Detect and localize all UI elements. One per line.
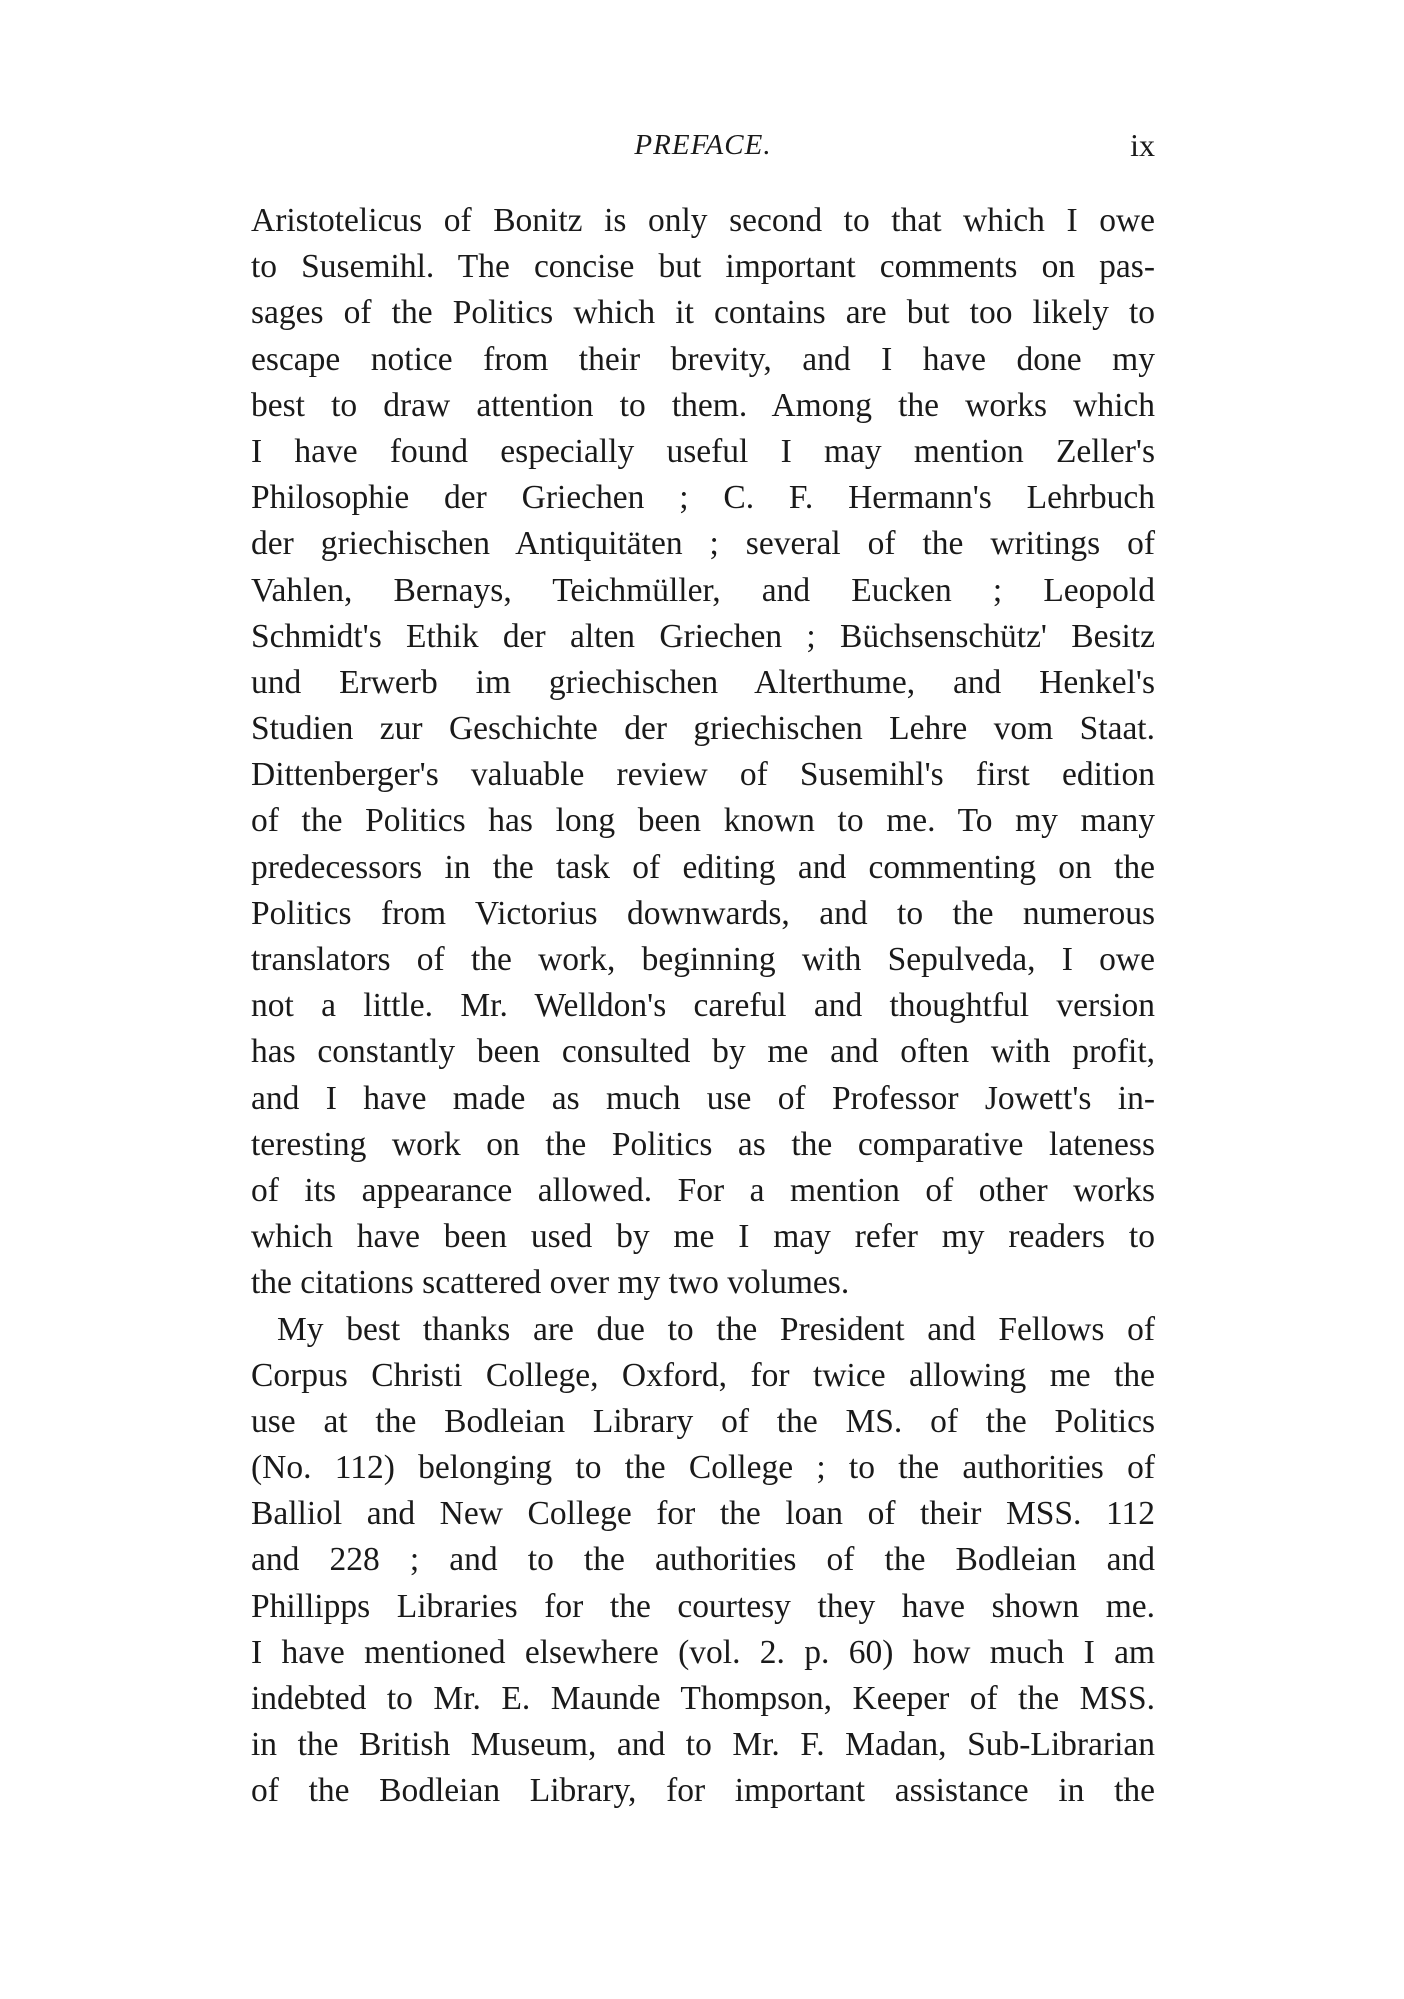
text-line: (No. 112) belonging to the College ; to the authorities of <box>251 1449 1155 1487</box>
text-line: of the Politics has long been known to me. To my many <box>251 802 1155 840</box>
text-line: teresting work on the Politics as the comparative lateness <box>251 1125 1155 1163</box>
text-line: Politics from Victorius downwards, and to the numerous <box>251 894 1155 932</box>
text-line: My best thanks are due to the President and Fellows of <box>277 1310 1155 1348</box>
text-line: Studien zur Geschichte der griechischen Lehre vom Staat. <box>251 710 1155 748</box>
text-line: und Erwerb im griechischen Alterthume, and Henkel's <box>251 663 1155 701</box>
text-line: which have been used by me I may refer my readers to <box>251 1218 1155 1256</box>
text-line: Phillipps Libraries for the courtesy they have shown me. <box>251 1587 1155 1625</box>
text-line: Schmidt's Ethik der alten Griechen ; Büchsenschütz' Besitz <box>251 617 1155 655</box>
page-number: ix <box>1130 127 1155 163</box>
text-line: Balliol and New College for the loan of their MSS. 112 <box>251 1495 1155 1533</box>
paragraph <box>251 1307 1155 1815</box>
text-line: use at the Bodleian Library of the MS. of the Politics <box>251 1402 1155 1440</box>
page-header <box>251 122 1155 168</box>
text-line: Corpus Christi College, Oxford, for twice allowing me the <box>251 1356 1155 1394</box>
text-line: der griechischen Antiquitäten ; several of the writings of <box>251 525 1155 563</box>
text-line: Dittenberger's valuable review of Susemihl's first edition <box>251 756 1155 794</box>
text-line: I have found especially useful I may mention Zeller's <box>251 432 1155 470</box>
text-line: in the British Museum, and to Mr. F. Madan, Sub-Librarian <box>251 1726 1155 1764</box>
paragraph <box>251 198 1155 1307</box>
text-line: best to draw attention to them. Among the works which <box>251 386 1155 424</box>
text-line: predecessors in the task of editing and commenting on the <box>251 848 1155 886</box>
text-line: translators of the work, beginning with Sepulveda, I owe <box>251 941 1155 978</box>
text-line: sages of the Politics which it contains are but too likely to <box>251 294 1155 332</box>
text-line: I have mentioned elsewhere (vol. 2. p. 60) how much I am <box>251 1633 1155 1671</box>
text-line: not a little. Mr. Welldon's careful and thoughtful version <box>251 987 1155 1025</box>
text-line: of its appearance allowed. For a mention of other works <box>251 1171 1155 1209</box>
text-line: of the Bodleian Library, for important assistance in the <box>251 1772 1155 1810</box>
text-line: escape notice from their brevity, and I have done my <box>251 340 1155 378</box>
running-title: PREFACE. <box>634 129 772 161</box>
text-line: and 228 ; and to the authorities of the Bodleian and <box>251 1541 1155 1579</box>
text-line: the citations scattered over my two volumes. <box>251 1264 850 1302</box>
text-line: Aristotelicus of Bonitz is only second to that which I owe <box>251 202 1155 239</box>
text-line: has constantly been consulted by me and often with profit, <box>251 1033 1155 1071</box>
text-line: to Susemihl. The concise but important comments on pas- <box>251 248 1155 286</box>
text-line: and I have made as much use of Professor Jowett's in- <box>251 1079 1155 1117</box>
body-text <box>251 198 1155 1815</box>
text-line: indebted to Mr. E. Maunde Thompson, Keeper of the MSS. <box>251 1680 1155 1717</box>
text-line: Vahlen, Bernays, Teichmüller, and Eucken ; Leopold <box>251 571 1155 609</box>
text-line: Philosophie der Griechen ; C. F. Hermann's Lehrbuch <box>251 479 1155 517</box>
